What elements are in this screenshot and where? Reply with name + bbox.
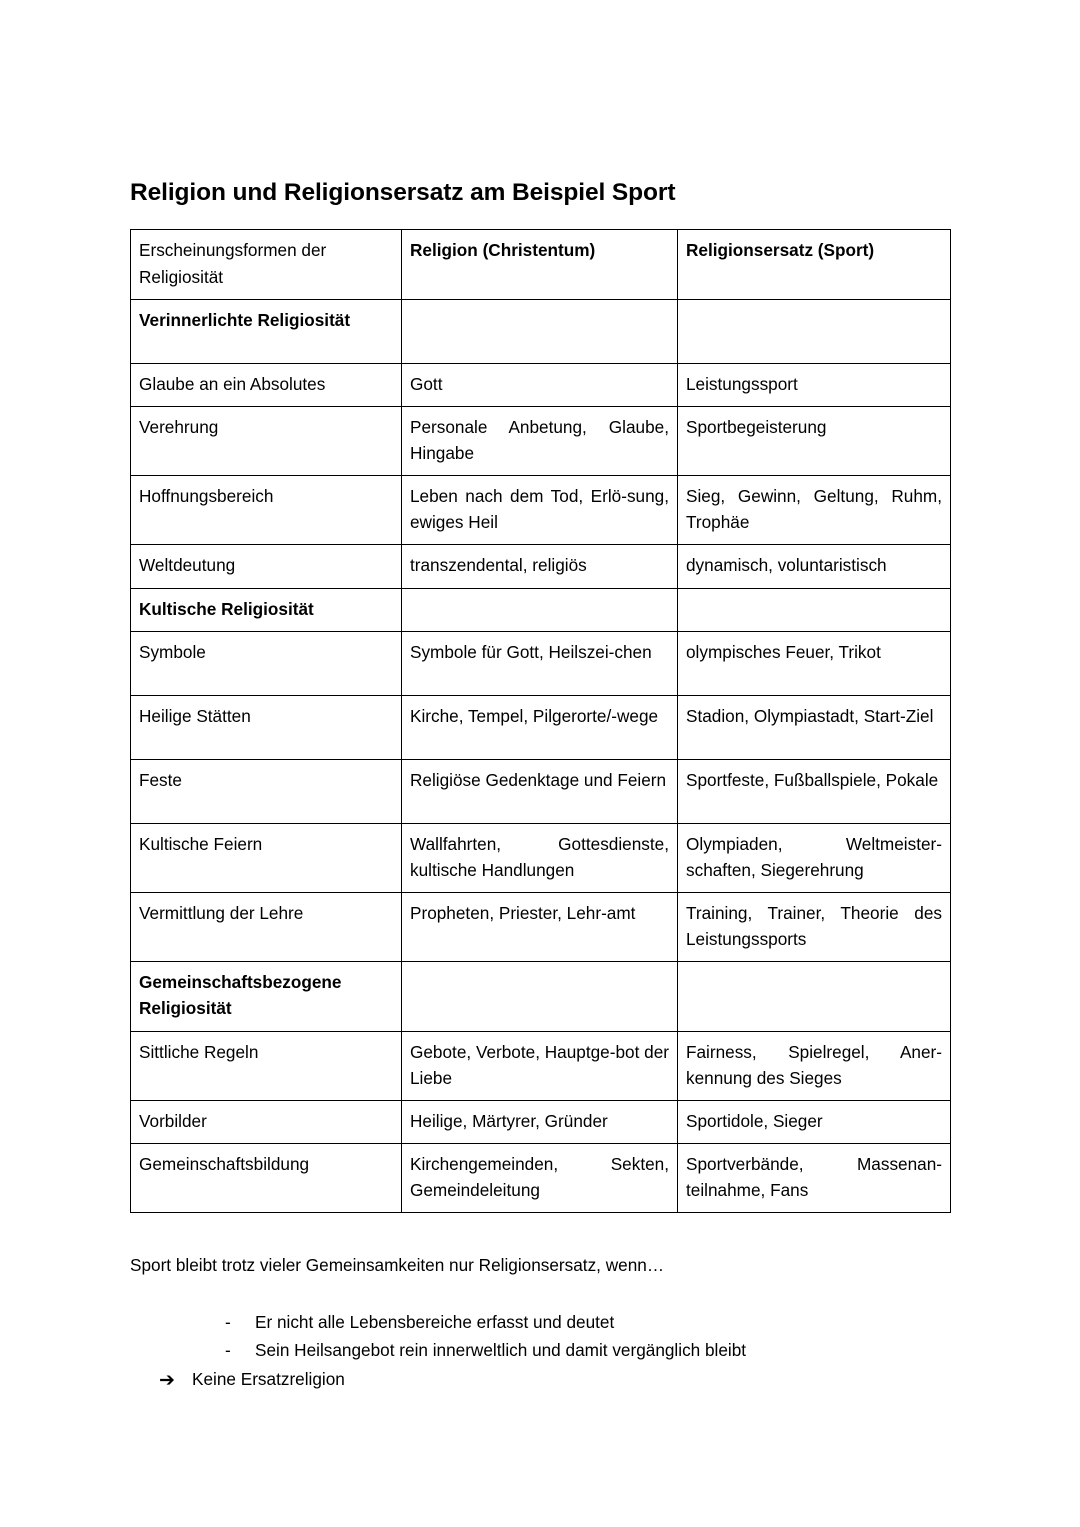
cell-category: Sittliche Regeln — [131, 1031, 402, 1100]
page-title: Religion und Religionsersatz am Beispiel Sport — [130, 179, 676, 206]
cell-religion — [402, 588, 678, 631]
table-row — [131, 631, 951, 695]
cell-category: Symbole — [131, 631, 402, 695]
table-section-row — [131, 588, 951, 631]
cell-religion: Symbole für Gott, Heilszei-chen — [402, 631, 678, 695]
cell-sport: Sportbegeisterung — [678, 406, 951, 475]
table-row — [131, 892, 951, 961]
conclusion-arrow-line — [130, 1366, 950, 1394]
table-row — [131, 363, 951, 406]
dash-bullet-icon: - — [225, 1339, 231, 1360]
right-arrow-icon: ➔ — [159, 1368, 175, 1391]
cell-category: Vorbilder — [131, 1100, 402, 1143]
cell-category: Heilige Stätten — [131, 695, 402, 759]
cell-sport: Leistungssport — [678, 363, 951, 406]
cell-religion: Leben nach dem Tod, Erlö-sung, ewiges Heil — [402, 476, 678, 545]
cell-category: Gemeinschaftsbildung — [131, 1143, 402, 1212]
cell-category: Verinnerlichte Religiosität — [131, 299, 402, 363]
cell-religion: Heilige, Märtyrer, Gründer — [402, 1100, 678, 1143]
cell-sport: olympisches Feuer, Trikot — [678, 631, 951, 695]
table-body — [131, 230, 951, 1213]
list-item-label: Er nicht alle Lebensbereiche erfasst und deutet — [255, 1312, 615, 1332]
table-section-row — [131, 299, 951, 363]
cell-religion — [402, 299, 678, 363]
cell-category: Feste — [131, 759, 402, 823]
conclusion-bullet-list — [130, 1309, 950, 1365]
cell-category: Kultische Religiosität — [131, 588, 402, 631]
column-header-category: Erscheinungsformen der Religiosität — [131, 230, 402, 299]
cell-sport: Sportverbände, Massenan-teilnahme, Fans — [678, 1143, 951, 1212]
table-row — [131, 476, 951, 545]
table-row — [131, 695, 951, 759]
comparison-table — [130, 229, 951, 1213]
cell-religion: Gott — [402, 363, 678, 406]
list-item — [130, 1309, 950, 1337]
table-row — [131, 406, 951, 475]
list-item-label: Sein Heilsangebot rein innerweltlich und damit vergänglich bleibt — [255, 1339, 747, 1360]
cell-religion: Gebote, Verbote, Hauptge-bot der Liebe — [402, 1031, 678, 1100]
conclusion-section — [130, 1253, 950, 1393]
cell-sport — [678, 588, 951, 631]
table-section-row — [131, 962, 951, 1031]
cell-religion: transzendental, religiös — [402, 545, 678, 588]
cell-sport: Sieg, Gewinn, Geltung, Ruhm, Trophäe — [678, 476, 951, 545]
conclusion-lead: Sport bleibt trotz vieler Gemeinsamkeiten nur Religionsersatz, wenn… — [130, 1255, 665, 1276]
table-row — [131, 1143, 951, 1212]
cell-religion: Kirchengemeinden, Sekten, Gemeindeleitung — [402, 1143, 678, 1212]
cell-religion: Personale Anbetung, Glaube, Hingabe — [402, 406, 678, 475]
table-row — [131, 545, 951, 588]
cell-sport — [678, 962, 951, 1031]
cell-category: Weltdeutung — [131, 545, 402, 588]
list-item — [130, 1337, 950, 1365]
cell-sport: Fairness, Spielregel, Aner-kennung des Sieges — [678, 1031, 951, 1100]
cell-religion: Kirche, Tempel, Pilgerorte/-wege — [402, 695, 678, 759]
cell-category: Gemeinschaftsbezogene Religiosität — [131, 962, 402, 1031]
cell-sport: Training, Trainer, Theorie des Leistungssports — [678, 892, 951, 961]
cell-sport: Sportfeste, Fußballspiele, Pokale — [678, 759, 951, 823]
cell-sport: dynamisch, voluntaristisch — [678, 545, 951, 588]
cell-category: Kultische Feiern — [131, 823, 402, 892]
column-header-religion: Religion (Christentum) — [402, 230, 678, 299]
cell-category: Verehrung — [131, 406, 402, 475]
table-header-row — [131, 230, 951, 299]
dash-bullet-icon: - — [225, 1312, 231, 1332]
cell-category: Glaube an ein Absolutes — [131, 363, 402, 406]
table-row — [131, 823, 951, 892]
cell-religion: Wallfahrten, Gottesdienste, kultische Handlungen — [402, 823, 678, 892]
conclusion-arrow-text: Keine Ersatzreligion — [192, 1368, 345, 1389]
column-header-sport: Religionsersatz (Sport) — [678, 230, 951, 299]
cell-religion: Religiöse Gedenktage und Feiern — [402, 759, 678, 823]
cell-category: Hoffnungsbereich — [131, 476, 402, 545]
cell-sport: Olympiaden, Weltmeister-schaften, Siegerehrung — [678, 823, 951, 892]
table-row — [131, 759, 951, 823]
cell-religion: Propheten, Priester, Lehr-amt — [402, 892, 678, 961]
cell-category: Vermittlung der Lehre — [131, 892, 402, 961]
cell-sport: Sportidole, Sieger — [678, 1100, 951, 1143]
cell-sport — [678, 299, 951, 363]
cell-religion — [402, 962, 678, 1031]
table-row — [131, 1031, 951, 1100]
cell-sport: Stadion, Olympiastadt, Start-Ziel — [678, 695, 951, 759]
table-row — [131, 1100, 951, 1143]
document-content — [130, 178, 950, 1394]
